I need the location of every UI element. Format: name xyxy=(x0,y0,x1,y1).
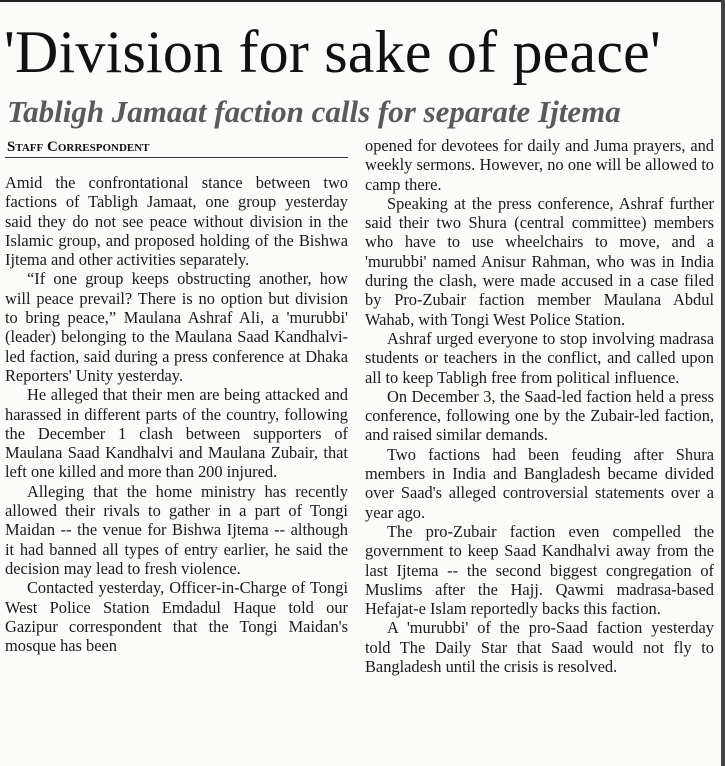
paragraph: A 'murubbi' of the pro-Saad faction yesterday told The Daily Star that Saad would not fly to Bangladesh until the crisis is resolved. xyxy=(365,618,714,677)
article-column-left xyxy=(5,173,348,655)
top-rule xyxy=(0,0,725,2)
byline: Staff Correspondent xyxy=(7,139,150,155)
headline: 'Division for sake of peace' xyxy=(4,19,661,85)
paragraph: Two factions had been feuding after Shura members in India and Bangladesh became divided over Saad's alleged controversial statements over a year ago. xyxy=(365,444,714,522)
article-column-right xyxy=(365,136,714,676)
paragraph: The pro-Zubair faction even compelled the government to keep Saad Kandhalvi away from the last Ijtema -- the second biggest congregation of Muslims after the Hajj. Qawmi madrasa-based Hefajat-e Islam reportedly backs this faction. xyxy=(365,521,714,619)
paragraph: Alleging that the home ministry has recently allowed their rivals to gather in a part of Tongi Maidan -- the venue for Bishwa Ijtema -- although it had banned all types of entry earlier, he said the decision may lead to fresh violence. xyxy=(5,481,348,578)
paragraph: On December 3, the Saad-led faction held a press conference, following one by the Zubair-led faction, and raised similar demands. xyxy=(365,386,714,445)
paragraph: opened for devotees for daily and Juma prayers, and weekly sermons. However, no one will be allowed to camp there. xyxy=(365,136,714,194)
paragraph: Speaking at the press conference, Ashraf further said their two Shura (central committee) members who have to use wheelchairs to move, and a 'murubbi' named Anisur Rahman, who was in India during the clash, were made accused in a case filed by Pro-Zubair faction member Maulana Abdul Wahab, with Tongi West Police Station. xyxy=(365,193,714,329)
byline-rule xyxy=(5,157,348,158)
paragraph: “If one group keeps obstructing another, how will peace prevail? There is no option but division to bring peace,” Maulana Ashraf Ali, a 'murubbi' (leader) belonging to the Maulana Saad Kandhalvi-led faction, said during a press conference at Dhaka Reporters' Unity yesterday. xyxy=(5,269,348,385)
paragraph: He alleged that their men are being attacked and harassed in different parts of the country, following the December 1 clash between supporters of Maulana Saad Kandhalvi and Maulana Zubair, that left one killed and more than 200 injured. xyxy=(5,385,348,482)
paragraph: Contacted yesterday, Officer-in-Charge of Tongi West Police Station Emdadul Haque told our Gazipur correspondent that the Tongi Maidan's mosque has been xyxy=(5,578,348,656)
paragraph: Amid the confrontational stance between two factions of Tabligh Jamaat, one group yesterday said they do not see peace without division in the Islamic group, and proposed holding of the Bishwa Ijtema and other activities separately. xyxy=(5,173,348,270)
paragraph: Ashraf urged everyone to stop involving madrasa students or teachers in the conflict, and called upon all to keep Tabligh free from political influence. xyxy=(365,328,714,387)
subhead: Tabligh Jamaat faction calls for separate Ijtema xyxy=(7,94,621,129)
